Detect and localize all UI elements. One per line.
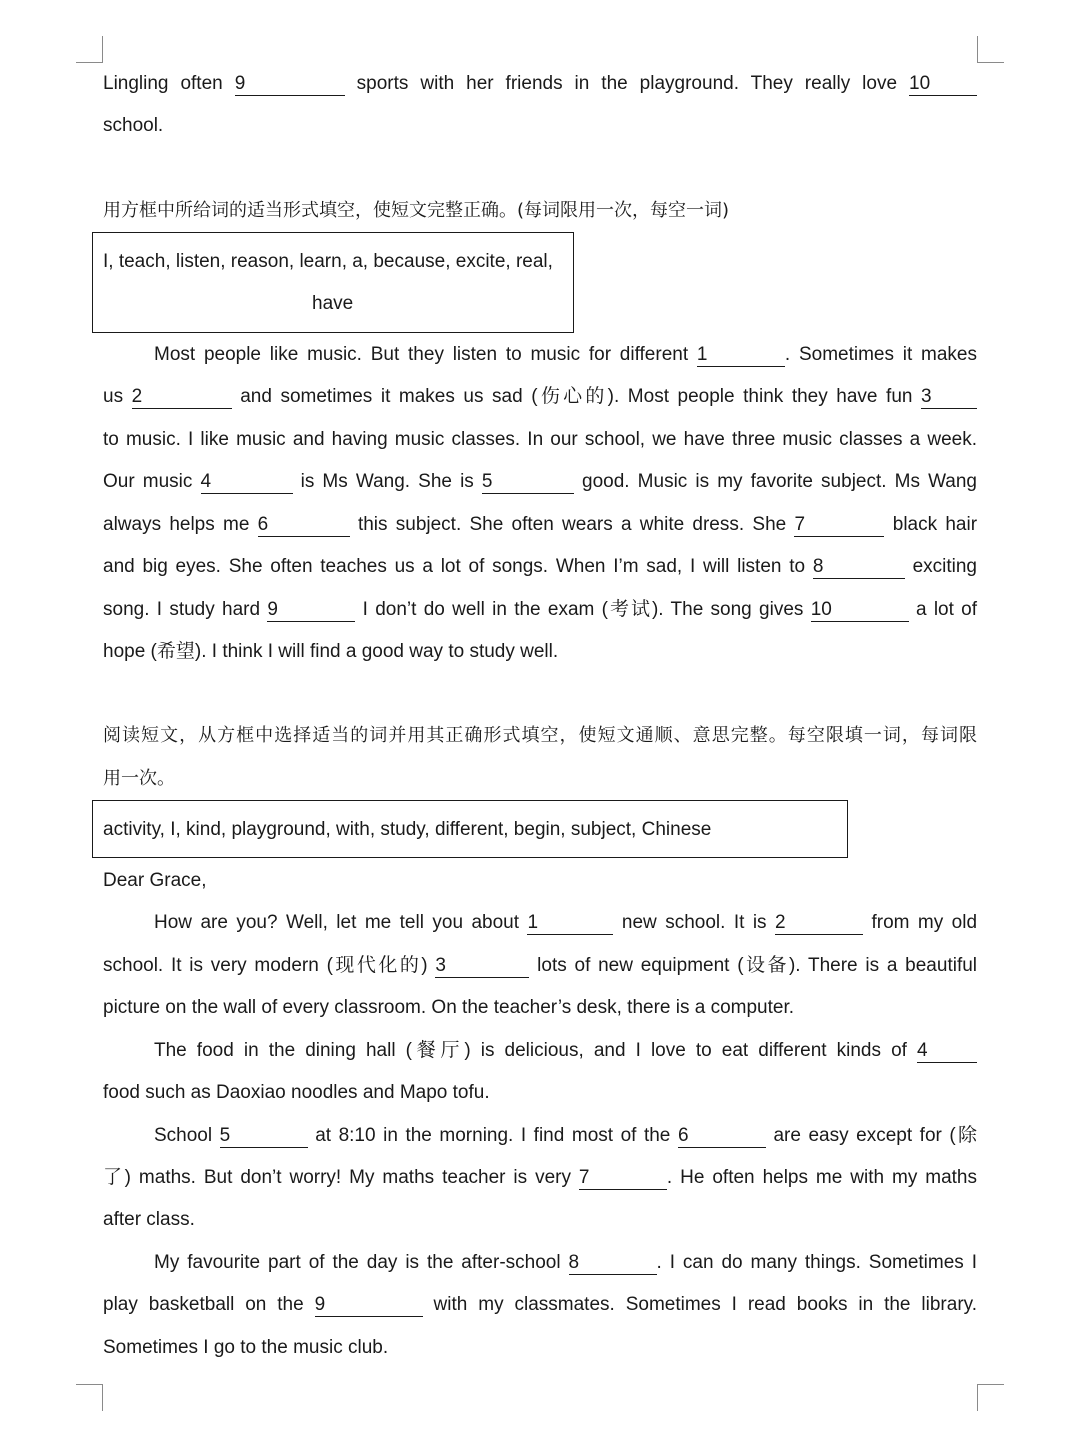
text: and sometimes it makes us sad (伤心的). Most people think they have fun: [240, 386, 913, 407]
blank-8: 8: [569, 1252, 657, 1275]
text: from my old: [871, 912, 978, 933]
text: School: [154, 1125, 213, 1146]
s2-line-6: [103, 1122, 977, 1150]
s1-line-1: [103, 341, 977, 369]
text: lots of new equipment (设备). There is a beautiful: [537, 955, 978, 976]
word-box-line-2: have: [312, 293, 354, 314]
word-box-line-1: I, teach, listen, reason, learn, a, because, excite, real,: [103, 251, 553, 272]
text: Our music: [103, 471, 193, 492]
text: school. It is very modern (现代化的): [103, 955, 428, 976]
intro-line-1: [103, 70, 977, 98]
blank-10: 10: [811, 599, 909, 622]
s2-line-3: picture on the wall of every classroom. On the teacher’s desk, there is a computer.: [103, 997, 795, 1018]
text: new school. It is: [621, 912, 767, 933]
s2-line-4: [103, 1037, 977, 1065]
text: is Ms Wang. She is: [300, 471, 474, 492]
crop-mark-bottom-left: [76, 1384, 103, 1411]
word-box-text: activity, I, kind, playground, with, study, different, begin, subject, Chinese: [103, 819, 712, 840]
s1-line-5: [103, 511, 977, 539]
text: Lingling often: [103, 73, 223, 94]
text: My favourite part of the day is the after-school: [154, 1252, 561, 1273]
text: black hair: [892, 514, 978, 535]
section1-instruction: 用方框中所给词的适当形式填空，使短文完整正确。(每词限用一次，每空一词): [103, 200, 730, 221]
s1-line-3: to music. I like music and having music classes. In our school, we have three music classes a week.: [103, 429, 977, 450]
s2-line-5: food such as Daoxiao noodles and Mapo tofu.: [103, 1082, 490, 1103]
text: 了) maths. But don’t worry! My maths teacher is very: [103, 1167, 571, 1188]
blank-5: 5: [220, 1125, 308, 1148]
s1-line-2: [103, 383, 977, 411]
text: The food in the dining hall (餐厅) is delicious, and I love to eat different kinds of: [154, 1040, 907, 1061]
s1-line-8: hope (希望). I think I will find a good way to study well.: [103, 641, 559, 662]
s2-line-2: [103, 952, 977, 980]
section2-word-box: [92, 800, 848, 858]
blank-10: 10: [909, 73, 977, 96]
text: are easy except for (除: [773, 1125, 977, 1146]
text: . He often helps me with my maths: [666, 1167, 977, 1188]
text: play basketball on the: [103, 1294, 304, 1315]
blank-5: 5: [482, 471, 574, 494]
blank-6: 6: [258, 514, 350, 537]
text: exciting: [912, 556, 977, 577]
text: with my classmates. Sometimes I read books in the library.: [433, 1294, 978, 1315]
blank-2: 2: [775, 912, 863, 935]
blank-9: 9: [235, 73, 345, 96]
s2-line-7: [103, 1164, 977, 1192]
blank-3: 3: [921, 386, 977, 409]
blank-7: 7: [579, 1167, 667, 1190]
blank-4: 4: [201, 471, 293, 494]
blank-6: 6: [678, 1125, 766, 1148]
text: good. Music is my favorite subject. Ms Wang: [582, 471, 977, 492]
section1-word-box: [92, 232, 574, 333]
blank-8: 8: [813, 556, 905, 579]
text: Most people like music. But they listen to music for different: [154, 344, 689, 365]
text: and big eyes. She often teaches us a lot of songs. When I’m sad, I will listen to: [103, 556, 806, 577]
blank-3: 3: [435, 955, 529, 978]
blank-4: 4: [917, 1040, 977, 1063]
blank-2: 2: [132, 386, 232, 409]
text: at 8:10 in the morning. I find most of the: [315, 1125, 671, 1146]
text: a lot of: [915, 599, 978, 620]
crop-mark-bottom-right: [977, 1384, 1004, 1411]
crop-mark-top-right: [977, 36, 1004, 63]
section2-instruction-1: 阅读短文，从方框中选择适当的词并用其正确形式填空，使短文通顺、意思完整。每空限填一词，每词限: [103, 725, 977, 746]
text: us: [103, 386, 124, 407]
intro-line-2: school.: [103, 115, 164, 136]
s2-line-11: Sometimes I go to the music club.: [103, 1337, 389, 1358]
text: How are you? Well, let me tell you about: [154, 912, 519, 933]
text: this subject. She often wears a white dress. She: [357, 514, 787, 535]
blank-9: 9: [267, 599, 355, 622]
blank-1: 1: [527, 912, 613, 935]
blank-7: 7: [794, 514, 884, 537]
s1-line-6: [103, 553, 977, 581]
s2-line-10: [103, 1291, 977, 1319]
s2-line-9: [103, 1249, 977, 1277]
text: song. I study hard: [103, 599, 261, 620]
s1-line-4: [103, 468, 977, 496]
s2-line-1: [103, 909, 977, 937]
text: always helps me: [103, 514, 250, 535]
blank-9: 9: [315, 1294, 423, 1317]
text: I don’t do well in the exam (考试). The song gives: [362, 599, 804, 620]
text: sports with her friends in the playground. They really love: [356, 73, 898, 94]
section2-instruction-2: 用一次。: [103, 768, 175, 789]
letter-greeting: Dear Grace,: [103, 870, 207, 891]
text: . I can do many things. Sometimes I: [656, 1252, 977, 1273]
s1-line-7: [103, 596, 977, 624]
crop-mark-top-left: [76, 36, 103, 63]
text: . Sometimes it makes: [784, 344, 978, 365]
s2-line-8: after class.: [103, 1209, 195, 1230]
blank-1: 1: [697, 344, 785, 367]
